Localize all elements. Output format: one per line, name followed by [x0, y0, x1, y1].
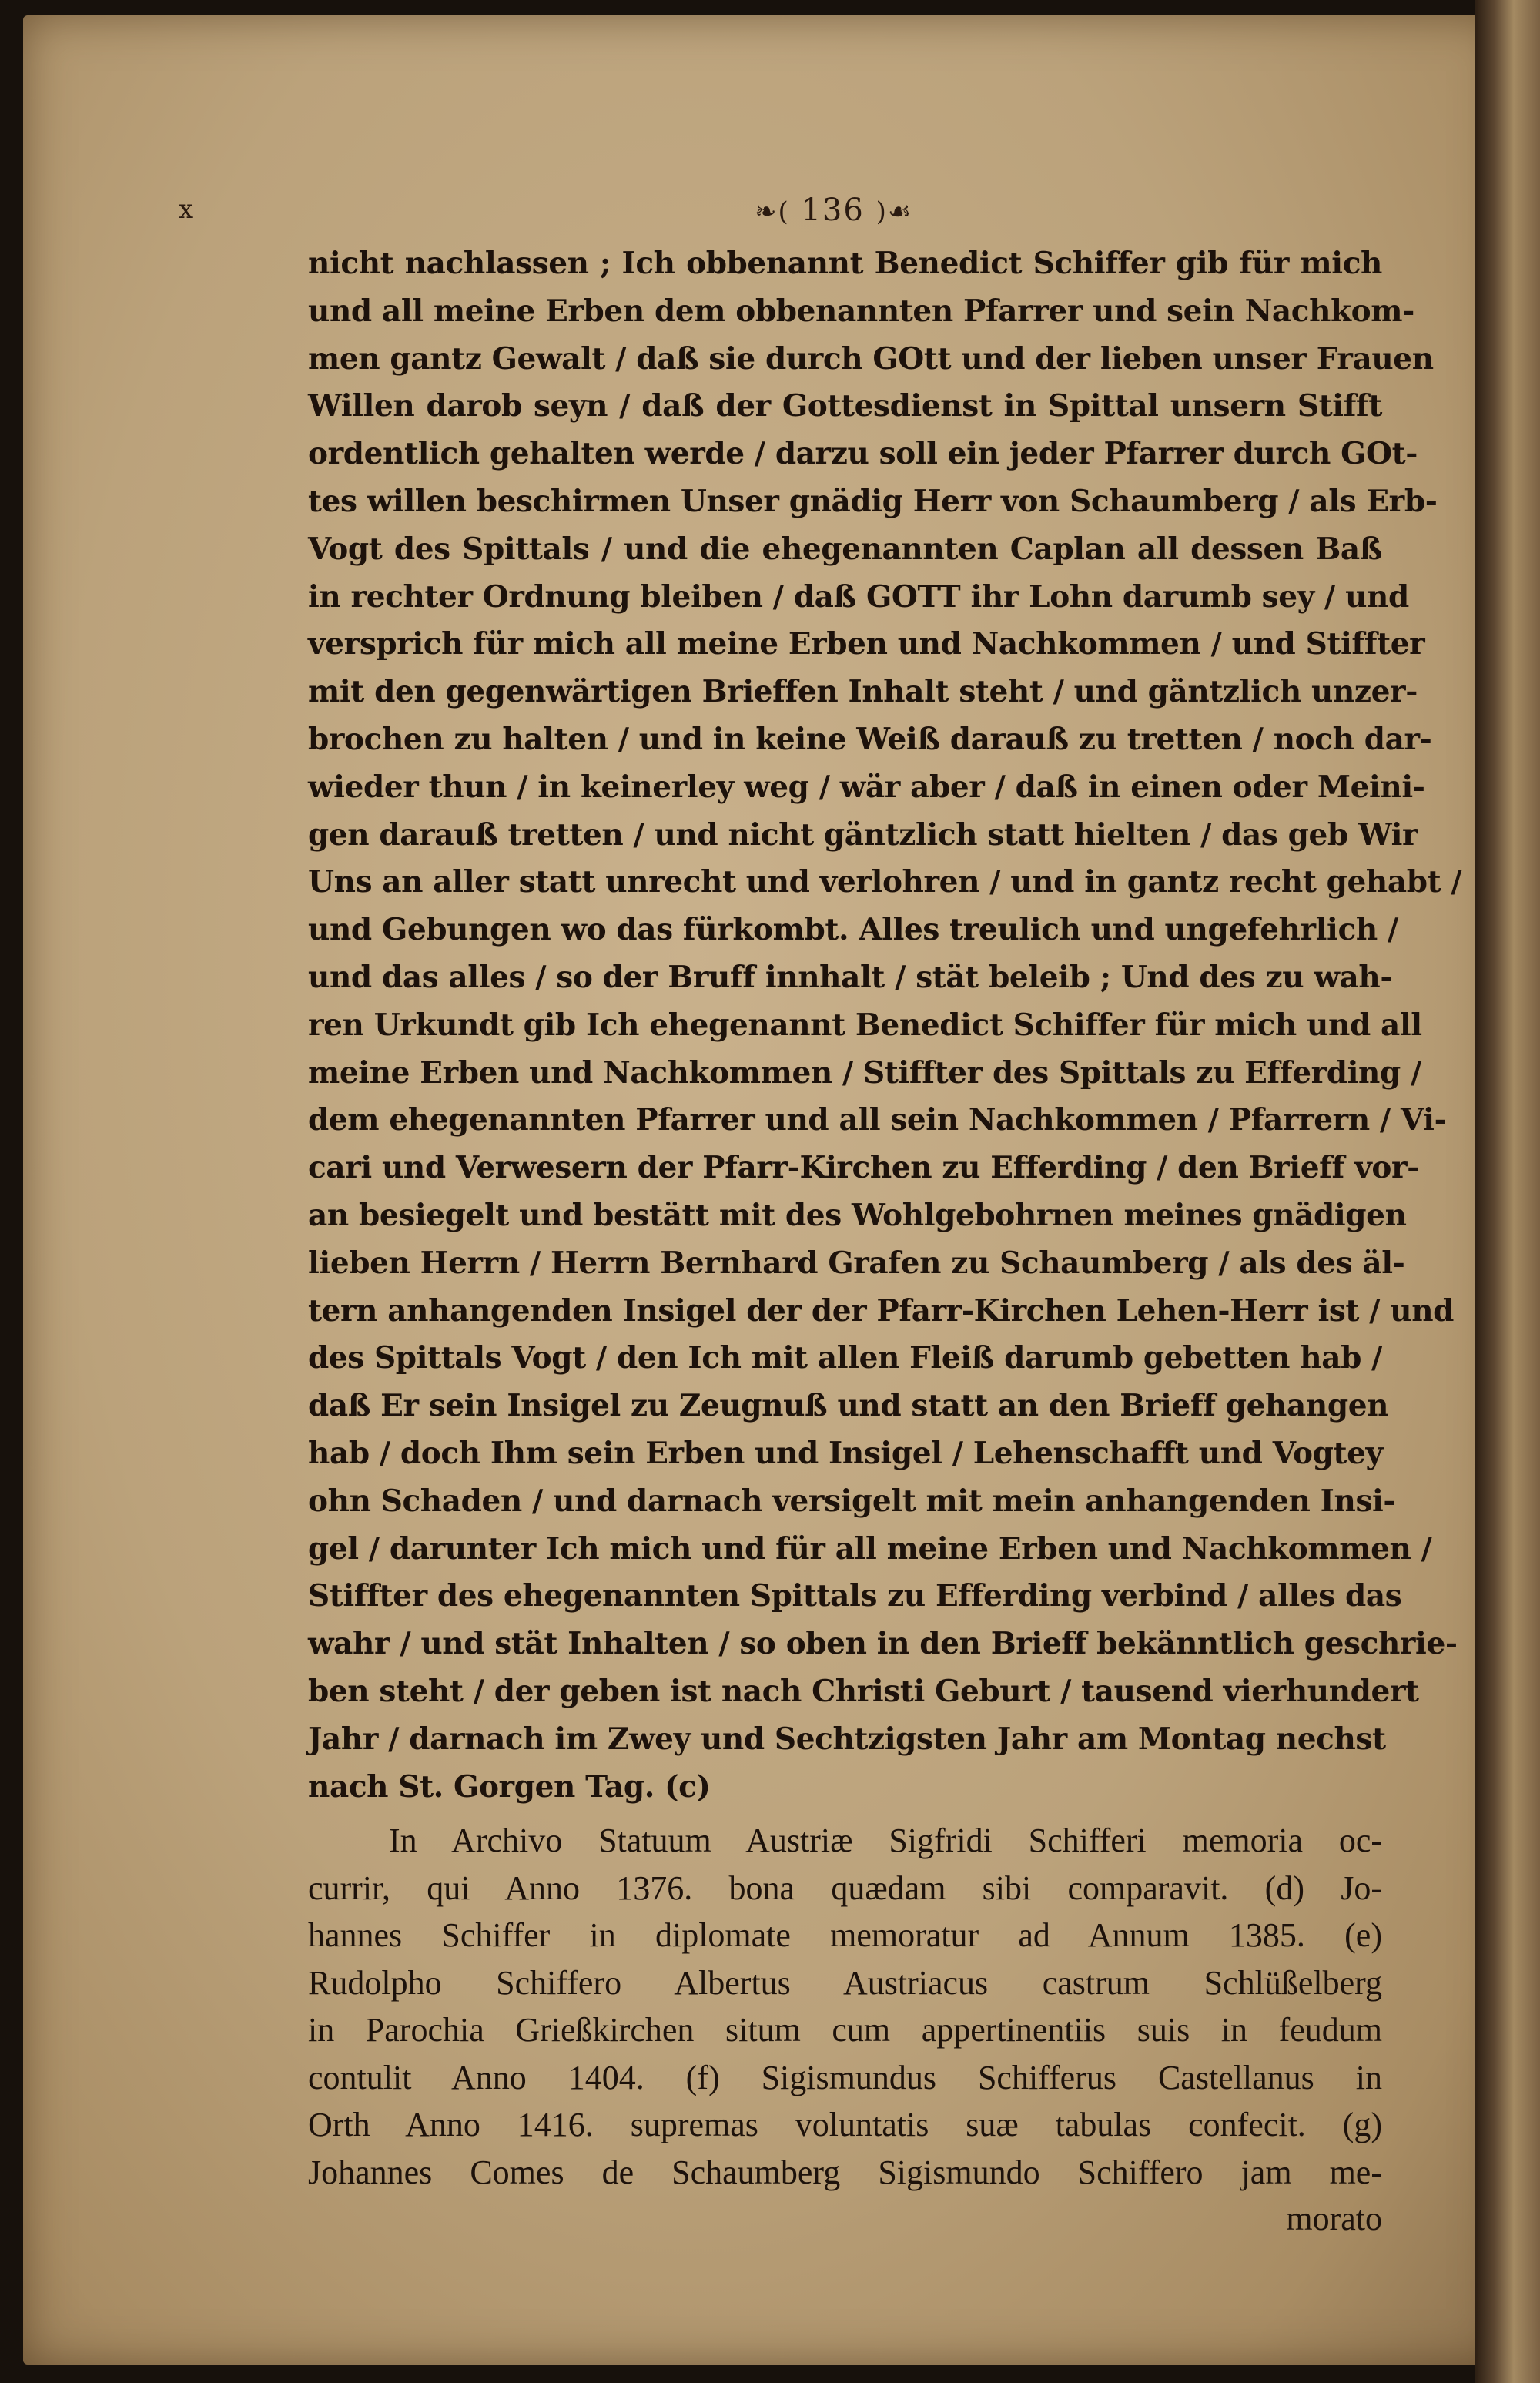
text-line: Stiffter des ehegenannten Spittals zu Efferding verbind / alles das	[308, 1578, 1402, 1614]
text-line: brochen zu halten / und in keine Weiß darauß zu tretten / noch dar-	[308, 721, 1432, 757]
text-line: versprich für mich all meine Erben und Nachkommen / und Stiffter	[308, 626, 1425, 662]
text-line: in Parochia Grießkirchen situm cum appertinentiis suis in feudum	[308, 2011, 1382, 2050]
text-line: an besiegelt und bestätt mit des Wohlgebohrnen meines gnädigen	[308, 1197, 1407, 1233]
text-line: und Gebungen wo das fürkombt. Alles treulich und ungefehrlich /	[308, 912, 1398, 948]
text-line: nach St. Gorgen Tag. (c)	[308, 1768, 711, 1805]
text-line: Willen darob seyn / daß der Gottesdienst in Spittal unsern Stifft	[308, 388, 1382, 424]
page-header	[755, 193, 912, 228]
text-line: ohn Schaden / und darnach versigelt mit mein anhangenden Insi-	[308, 1483, 1396, 1519]
text-line: ordentlich gehalten werde / darzu soll ein jeder Pfarrer durch GOt-	[308, 436, 1418, 472]
page-number: 136	[801, 193, 865, 228]
text-line: dem ehegenannten Pfarrer und all sein Nachkommen / Pfarrern / Vi-	[308, 1102, 1447, 1138]
text-line: wahr / und stät Inhalten / so oben in den Brieff bekänntlich geschrie-	[308, 1626, 1458, 1662]
text-line: In Archivo Statuum Austriæ Sigfridi Schifferi memoria oc-	[389, 1822, 1382, 1860]
text-line: Rudolpho Schiffero Albertus Austriacus castrum Schlüßelberg	[308, 1963, 1382, 2002]
text-line: des Spittals Vogt / den Ich mit allen Fleiß darumb gebetten hab /	[308, 1340, 1382, 1376]
text-line: nicht nachlassen ; Ich obbenannt Benedict Schiffer gib für mich	[308, 246, 1382, 281]
text-line: Jahr / darnach im Zwey und Sechtzigsten Jahr am Montag nechst	[308, 1721, 1386, 1757]
text-line: daß Er sein Insigel zu Zeugnuß und statt an den Brieff gehangen	[308, 1388, 1389, 1424]
text-line: cari und Verwesern der Pfarr-Kirchen zu Efferding / den Brieff vor-	[308, 1150, 1419, 1186]
text-line: hab / doch Ihm sein Erben und Insigel / Lehenschafft und Vogtey	[308, 1435, 1383, 1471]
ornament-left: ❧(	[755, 196, 790, 227]
text-line: gen darauß tretten / und nicht gäntzlich statt hielten / das geb Wir	[308, 816, 1418, 853]
margin-mark: x	[179, 194, 194, 225]
text-line: mit den gegenwärtigen Brieffen Inhalt steht / und gäntzlich unzer-	[308, 674, 1418, 710]
text-line: und das alles / so der Bruff innhalt / stät beleib ; Und des zu wah-	[308, 959, 1393, 995]
catchword: morato	[1286, 2200, 1382, 2238]
text-line: lieben Herrn / Herrn Bernhard Grafen zu Schaumberg / als des äl-	[308, 1245, 1405, 1281]
text-line: contulit Anno 1404. (f) Sigismundus Schifferus Castellanus in	[308, 2058, 1382, 2096]
text-line: gel / darunter Ich mich und für all meine Erben und Nachkommen /	[308, 1530, 1432, 1567]
body-text	[308, 240, 1462, 2242]
text-line: currir, qui Anno 1376. bona quædam sibi comparavit. (d) Jo-	[308, 1869, 1382, 1907]
text-line: und all meine Erben dem obbenannten Pfarrer und sein Nachkom-	[308, 293, 1414, 329]
text-line: tes willen beschirmen Unser gnädig Herr von Schaumberg / als Erb-	[308, 483, 1438, 519]
text-line: Uns an aller statt unrecht und verlohren / und in gantz recht gehabt /	[308, 864, 1462, 900]
text-line: men gantz Gewalt / daß sie durch GOtt und der lieben unser Frauen	[308, 340, 1434, 377]
text-line: in rechter Ordnung bleiben / daß GOTT ihr Lohn darumb sey / und	[308, 578, 1409, 615]
german-document-text	[308, 240, 1462, 1811]
text-line: Johannes Comes de Schaumberg Sigismundo Schiffero jam me-	[308, 2153, 1382, 2191]
text-line: ben steht / der geben ist nach Christi Geburt / tausend vierhundert	[308, 1673, 1419, 1709]
text-line: wieder thun / in keinerley weg / wär aber / daß in einen oder Meini-	[308, 769, 1425, 805]
text-line: Vogt des Spittals / und die ehegenannten Caplan all dessen Baß	[308, 531, 1382, 567]
text-line: ren Urkundt gib Ich ehegenannt Benedict Schiffer für mich und all	[308, 1007, 1422, 1043]
book-gutter	[1475, 0, 1540, 2383]
text-line: Orth Anno 1416. supremas voluntatis suæ tabulas confecit. (g)	[308, 2106, 1382, 2144]
latin-commentary	[308, 1817, 1382, 2196]
text-line: hannes Schiffer in diplomate memoratur ad Annum 1385. (e)	[308, 1916, 1382, 1955]
text-line: tern anhangenden Insigel der der Pfarr-Kirchen Lehen-Herr ist / und	[308, 1292, 1455, 1329]
text-line: meine Erben und Nachkommen / Stiffter des Spittals zu Efferding /	[308, 1054, 1421, 1091]
ornament-right: )☙	[875, 196, 913, 227]
